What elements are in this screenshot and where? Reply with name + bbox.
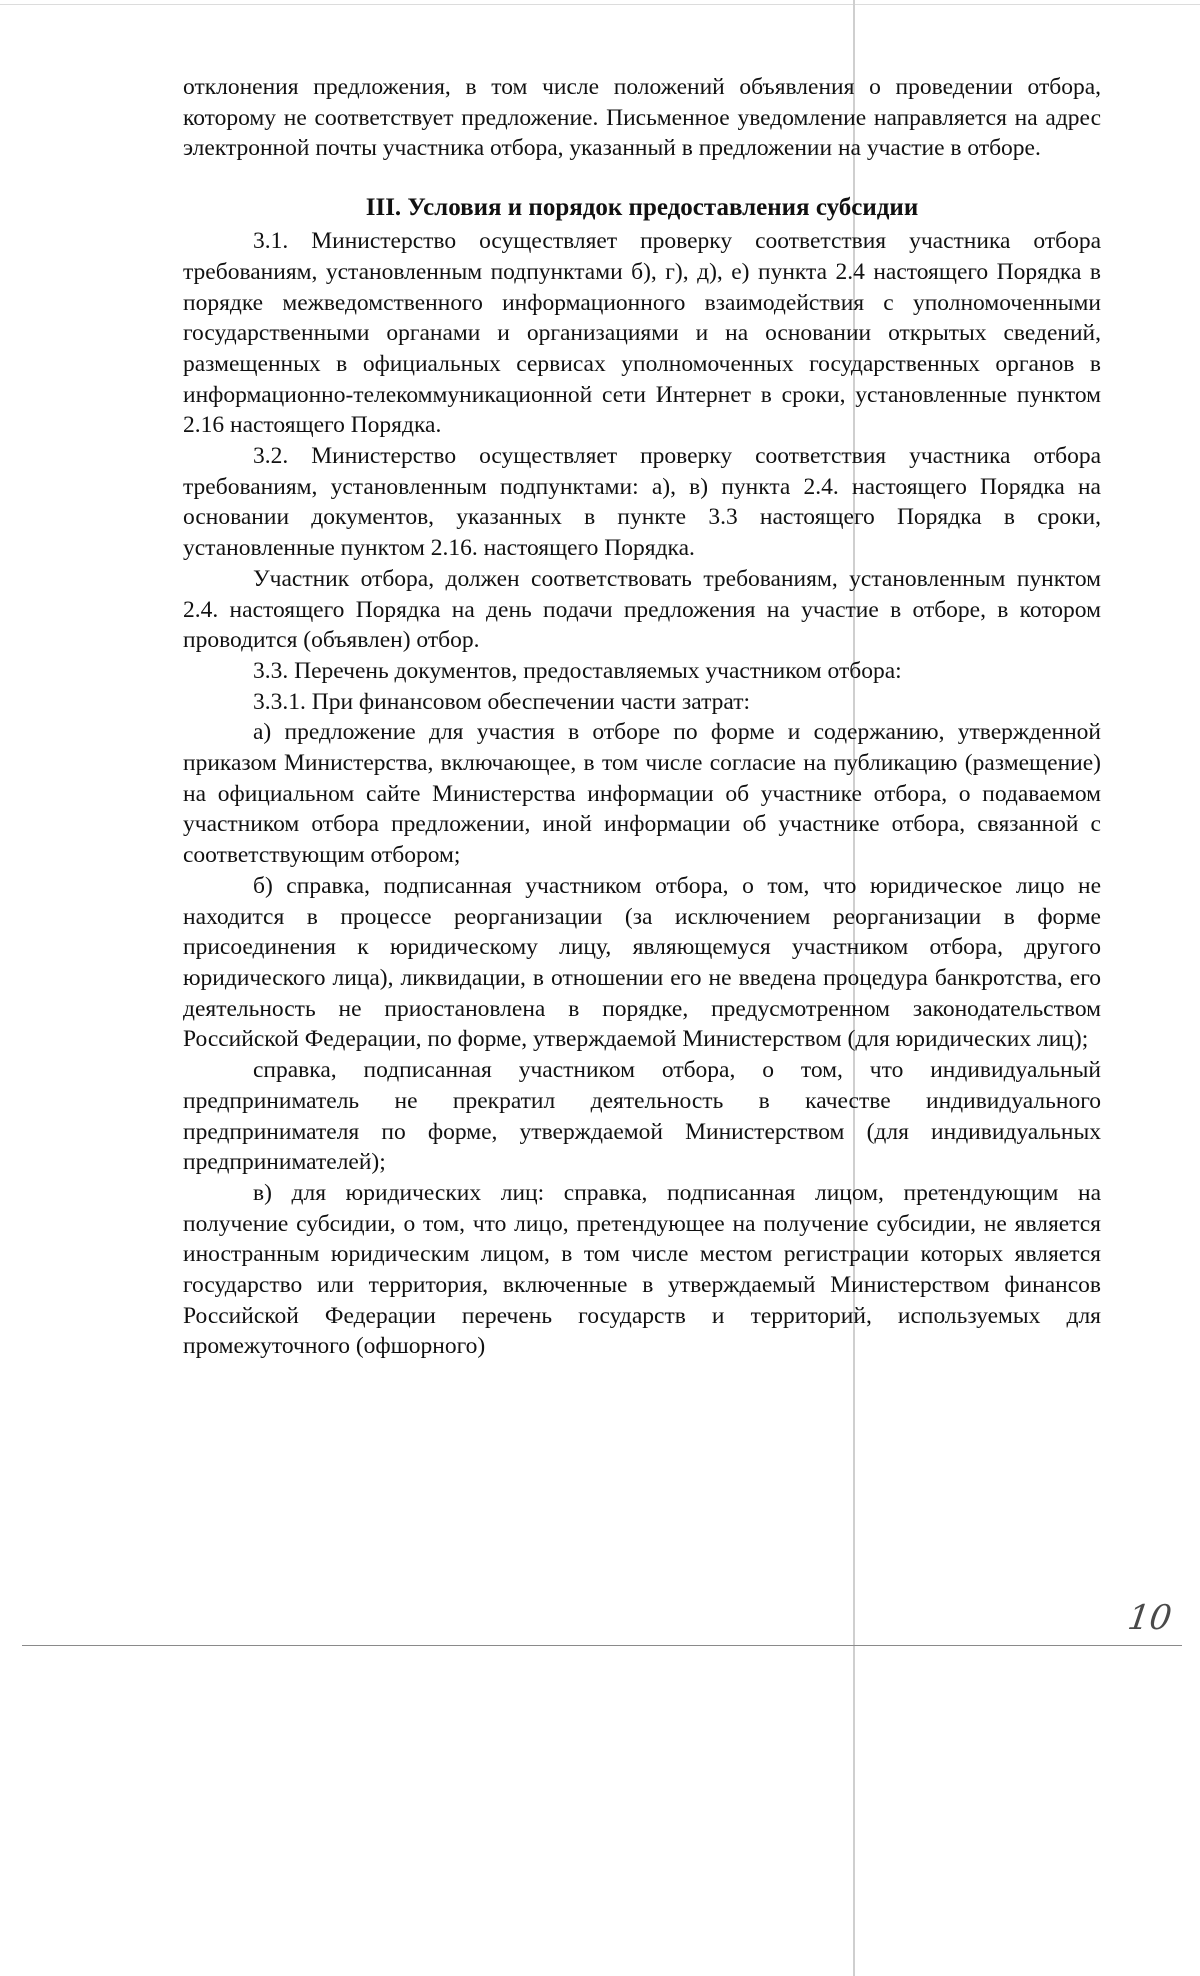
paragraph-3-3-1: 3.3.1. При финансовом обеспечении части затрат: — [253, 688, 751, 715]
paragraph-item-a: а) предложение для участия в отборе по форме и содержанию, утвержденной приказом Министерства, включающее, в том числе согласие на публикацию (размещение) на официальном сайте Министерства информации об участнике отбора, о подаваемом участником отбора предложении, иной информации об участнике отбора, связанной с соответствующим отбором; — [183, 719, 1101, 869]
intro-paragraph: отклонения предложения, в том числе положений объявления о проведении отбора, которому не соответствует предложение. Письменное уведомление направляется на адрес электронной почты участника отбора, указанный в предложении на участие в отборе. — [183, 74, 1101, 162]
paragraph-3-1: 3.1. Министерство осуществляет проверку соответствия участника отбора требованиям, установленным подпунктами б), г), д), е) пункта 2.4 настоящего Порядка в порядке межведомственного информационного взаимодействия с уполномоченными государственными органами и организациями и на основании открытых сведений, размещенных в официальных сервисах уполномоченных государственных органов в информационно-телекоммуникационной сети Интернет в сроки, установленные пунктом 2.16 настоящего Порядка. — [183, 228, 1101, 439]
document-body — [183, 72, 1101, 1362]
paragraph-3-2: 3.2. Министерство осуществляет проверку соответствия участника отбора требованиям, установленным подпунктами: а), в) пункта 2.4. настоящего Порядка на основании документов, указанных в пункте 3.3 настоящего Порядка в сроки, установленные пунктом 2.16. настоящего Порядка. — [183, 443, 1101, 562]
paragraph-3-3: 3.3. Перечень документов, предоставляемых участником отбора: — [253, 657, 902, 684]
handwritten-page-number: 10 — [1125, 1598, 1175, 1638]
paragraph-item-v: в) для юридических лиц: справка, подписанная лицом, претендующим на получение субсидии, о том, что лицо, претендующее на получение субсидии, не является иностранным юридическим лицом, в том числе местом регистрации которых является государство или территория, включенные в утверждаемый Министерством финансов Российской Федерации перечень государств и территорий, используемых для промежуточного (офшорного) — [183, 1179, 1101, 1360]
section-title: III. Условия и порядок предоставления субсидии — [365, 194, 919, 222]
paragraph-item-b: б) справка, подписанная участником отбора, о том, что юридическое лицо не находится в процессе реорганизации (за исключением реорганизации в форме присоединения к юридическому лицу, являющемуся участником отбора, другого юридического лица), ликвидации, в отношении его не введена процедура банкротства, его деятельность не приостановлена в порядке, предусмотренном законодательством Российской Федерации, по форме, утверждаемой Министерством (для юридических лиц); — [183, 872, 1101, 1053]
paragraph-item-b-ip: справка, подписанная участником отбора, о том, что индивидуальный предприниматель не прекратил деятельность в качестве индивидуального предпринимателя по форме, утверждаемой Министерством (для индивидуальных предпринимателей); — [183, 1057, 1101, 1176]
scan-edge-line — [0, 4, 1200, 5]
page-bottom-rule — [22, 1645, 1182, 1646]
paragraph-participant-requirement: Участник отбора, должен соответствовать требованиям, установленным пунктом 2.4. настоящего Порядка на день подачи предложения на участие в отборе, в котором проводится (объявлен) отбор. — [183, 565, 1101, 654]
